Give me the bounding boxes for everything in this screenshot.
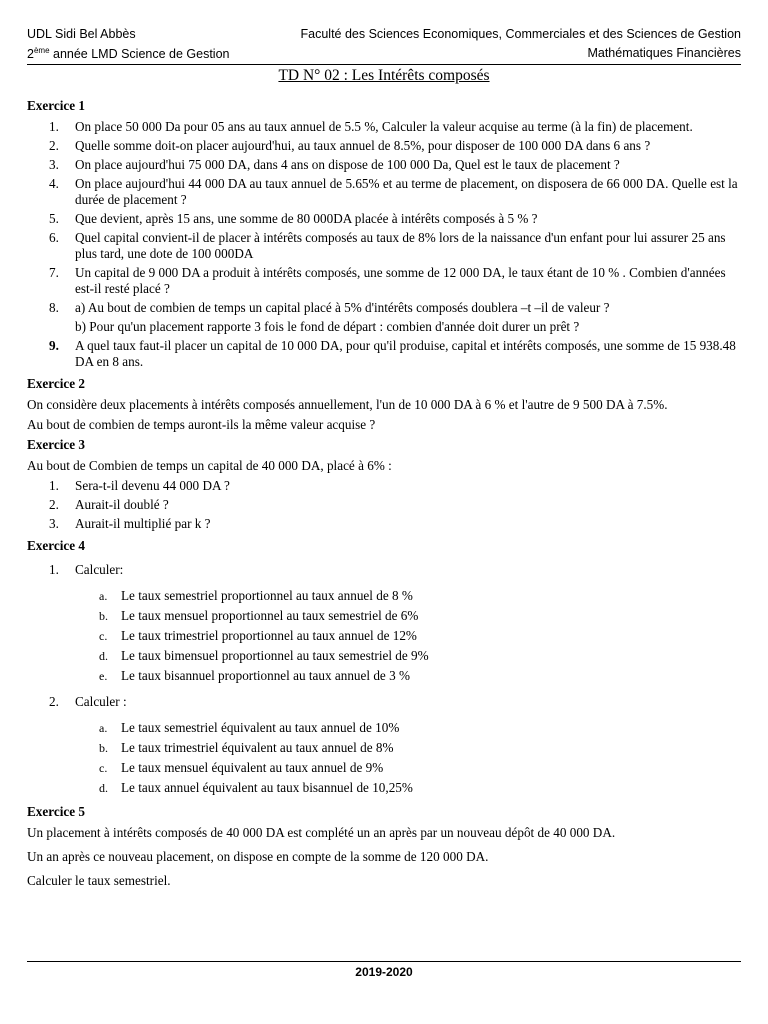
list-item: [27, 119, 743, 135]
item-number: 9.: [49, 338, 59, 353]
item-number: 4.: [49, 176, 59, 191]
item-number: 1.: [49, 119, 59, 134]
list-item: [27, 478, 743, 494]
list-item: [27, 300, 743, 335]
item-text: Sera-t-il devenu 44 000 DA ?: [75, 478, 230, 493]
university-name: UDL Sidi Bel Abbès: [27, 27, 136, 41]
part-number: 2.: [49, 694, 59, 709]
list-item: [27, 588, 743, 604]
year-superscript: ème: [33, 46, 50, 55]
item-letter: e.: [99, 669, 108, 683]
exercise-1-title: Exercice 1: [27, 98, 85, 113]
exercise-3-list: [27, 478, 743, 532]
item-text: On place 50 000 Da pour 05 ans au taux annuel de 5.5 %, Calculer la valeur acquise au terme (à la fin) de placement.: [75, 119, 693, 134]
page-title: TD N° 02 : Les Intérêts composés: [278, 67, 490, 84]
year-number: 2: [27, 47, 34, 62]
list-item: [27, 138, 743, 154]
list-item: [27, 211, 743, 227]
exercise-4-part-1-list: [27, 588, 743, 684]
list-item: [27, 668, 743, 684]
list-item: [27, 720, 743, 736]
exercise-5-paragraph-3: Calculer le taux semestriel.: [27, 873, 171, 888]
list-item: [27, 608, 743, 624]
item-number: 2.: [49, 138, 59, 153]
exercise-1-list: [27, 119, 743, 370]
item-number: 2.: [49, 497, 59, 512]
item-letter: b.: [99, 741, 108, 755]
faculty-name: Faculté des Sciences Economiques, Commerciales et des Sciences de Gestion: [300, 27, 741, 41]
exercise-3-title: Exercice 3: [27, 437, 85, 452]
item-text: Le taux bisannuel proportionnel au taux annuel de 3 %: [121, 668, 410, 683]
exercise-3-intro: Au bout de Combien de temps un capital de 40 000 DA, placé à 6% :: [27, 458, 392, 473]
exercise-4-part-1: [27, 562, 743, 578]
item-text: Quelle somme doit-on placer aujourd'hui, au taux annuel de 8.5%, pour disposer de 100 000 DA dans 6 ans ?: [75, 138, 651, 153]
item-text: Le taux bimensuel proportionnel au taux semestriel de 9%: [121, 648, 429, 663]
exercise-4-part-2-list: [27, 720, 743, 796]
item-letter: d.: [99, 649, 108, 663]
list-item: [27, 516, 743, 532]
exercise-2-title: Exercice 2: [27, 376, 85, 391]
exercise-2-paragraph-1: On considère deux placements à intérêts composés annuellement, l'un de 10 000 DA à 6 % et l'autre de 9 500 DA à 7.5%.: [27, 397, 668, 412]
item-text: Le taux trimestriel équivalent au taux annuel de 8%: [121, 740, 394, 755]
list-item: [27, 648, 743, 664]
item-letter: c.: [99, 629, 108, 643]
item-number: 1.: [49, 478, 59, 493]
exercise-5-title: Exercice 5: [27, 804, 85, 819]
list-item: [27, 760, 743, 776]
item-text: Que devient, après 15 ans, une somme de 80 000DA placée à intérêts composés à 5 % ?: [75, 211, 538, 226]
list-item: [27, 230, 743, 262]
list-item: [27, 497, 743, 513]
item-text: Le taux semestriel proportionnel au taux annuel de 8 %: [121, 588, 413, 603]
item-subquestion: b) Pour qu'un placement rapporte 3 fois le fond de départ : combien d'année doit durer un prêt ?: [75, 319, 580, 334]
subject-name: Mathématiques Financières: [587, 46, 741, 60]
item-letter: a.: [99, 589, 108, 603]
item-text: Aurait-il multiplié par k ?: [75, 516, 211, 531]
list-item: [27, 780, 743, 796]
item-text: Le taux mensuel proportionnel au taux semestriel de 6%: [121, 608, 419, 623]
item-number: 8.: [49, 300, 59, 315]
exercise-2-paragraph-2: Au bout de combien de temps auront-ils la même valeur acquise ?: [27, 417, 376, 432]
list-item: [27, 265, 743, 297]
item-letter: c.: [99, 761, 108, 775]
item-text: Un capital de 9 000 DA a produit à intérêts composés, une somme de 12 000 DA, le taux étant de 10 % . Combien d'années est-il resté placé ?: [75, 265, 726, 296]
year-level: [27, 46, 229, 61]
item-text: Le taux annuel équivalent au taux bisannuel de 10,25%: [121, 780, 413, 795]
footer-year: 2019-2020: [355, 965, 413, 979]
item-letter: b.: [99, 609, 108, 623]
item-text: On place aujourd'hui 44 000 DA au taux annuel de 5.65% et au terme de placement, on disposera de 66 000 DA. Quelle est la durée de placement ?: [75, 176, 738, 207]
item-text: A quel taux faut-il placer un capital de 10 000 DA, pour qu'il produise, capital et intérêts composés, une somme de 15 938.48 DA en 8 ans.: [75, 338, 736, 369]
item-number: 7.: [49, 265, 59, 280]
part-label: Calculer :: [75, 694, 127, 709]
item-text: Quel capital convient-il de placer à intérêts composés au taux de 8% lors de la naissance d'un enfant pour lui assurer 25 ans plus tard, une dote de 100 000DA: [75, 230, 726, 261]
item-text: Le taux trimestriel proportionnel au taux annuel de 12%: [121, 628, 417, 643]
item-text: Le taux mensuel équivalent au taux annuel de 9%: [121, 760, 384, 775]
list-item: [27, 338, 743, 370]
item-text: Aurait-il doublé ?: [75, 497, 169, 512]
item-text: Le taux semestriel équivalent au taux annuel de 10%: [121, 720, 400, 735]
item-number: 3.: [49, 516, 59, 531]
part-label: Calculer:: [75, 562, 124, 577]
item-number: 6.: [49, 230, 59, 245]
list-item: [27, 740, 743, 756]
exercise-4-part-2: [27, 694, 743, 710]
exercise-5-paragraph-1: Un placement à intérêts composés de 40 000 DA est complété un an après par un nouveau dépôt de 40 000 DA.: [27, 825, 616, 840]
item-text: a) Au bout de combien de temps un capital placé à 5% d'intérêts composés doublera –t –il de valeur ?: [75, 300, 610, 315]
exercise-5-paragraph-2: Un an après ce nouveau placement, on dispose en compte de la somme de 120 000 DA.: [27, 849, 489, 864]
year-program: année LMD Science de Gestion: [49, 47, 230, 62]
item-letter: d.: [99, 781, 108, 795]
item-letter: a.: [99, 721, 108, 735]
list-item: [27, 157, 743, 173]
item-number: 3.: [49, 157, 59, 172]
item-number: 5.: [49, 211, 59, 226]
document-body: [27, 94, 743, 893]
list-item: [27, 176, 743, 208]
list-item: [27, 628, 743, 644]
item-text: On place aujourd'hui 75 000 DA, dans 4 ans on dispose de 100 000 Da, Quel est le taux de placement ?: [75, 157, 620, 172]
header-divider: [27, 64, 741, 65]
exercise-4-title: Exercice 4: [27, 538, 85, 553]
footer-divider: [27, 961, 741, 962]
part-number: 1.: [49, 562, 59, 577]
